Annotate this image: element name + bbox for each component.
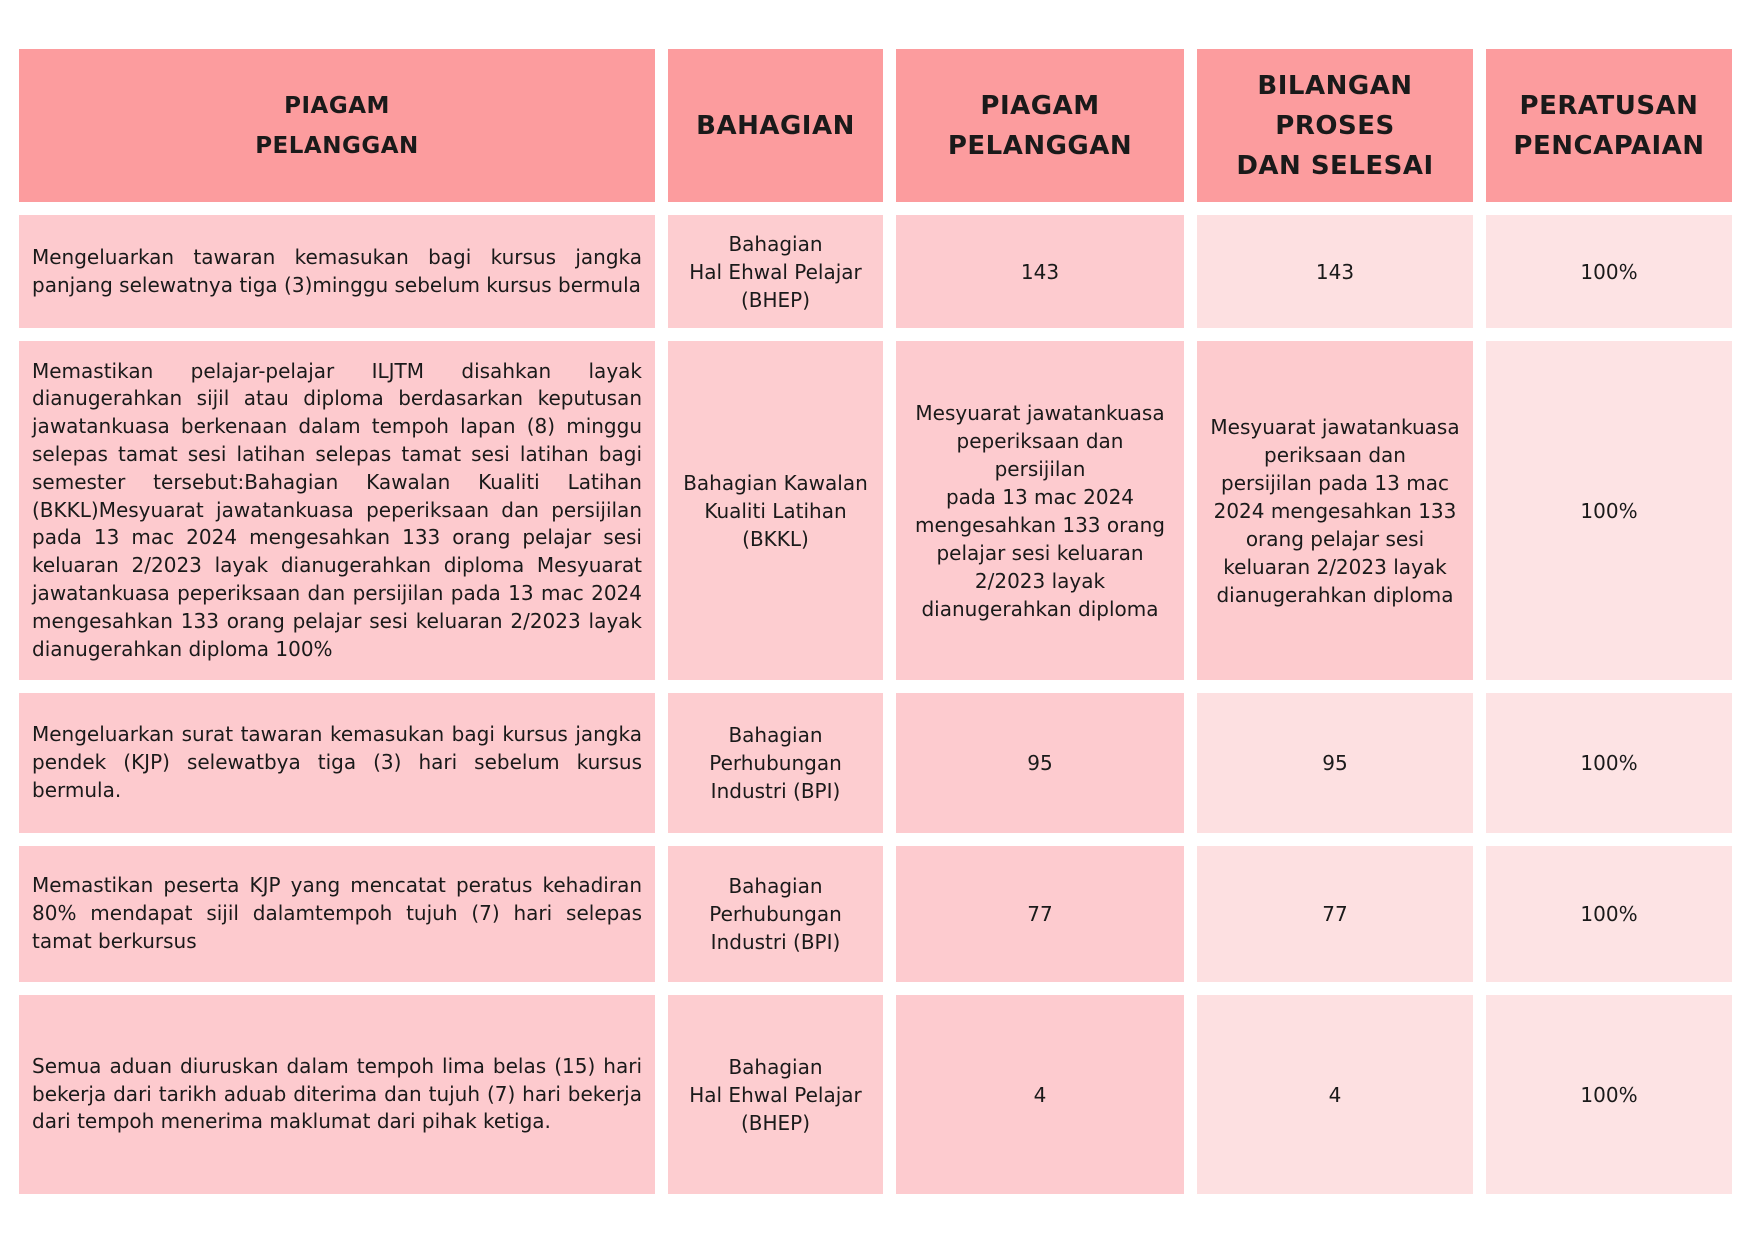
row-4-piagam-text: Memastikan peserta KJP yang mencatat peratus kehadiran 80% mendapat sijil dalamtempoh tujuh (7) hari selepas tamat berkursus <box>32 873 642 953</box>
row-1-piagam-text: Mengeluarkan tawaran kemasukan bagi kursus jangka panjang selewatnya tiga (3)minggu sebelum kursus bermula <box>32 244 642 297</box>
row-5-piagam <box>19 995 655 1194</box>
header-piagam-pelanggan-2: PIAGAM PELANGGAN <box>896 49 1184 202</box>
row-2-piagam-text: Memastikan pelajar-pelajar ILJTM disahkan layak dianugerahkan sijil atau diploma berdasarkan keputusan jawatankuasa berkenaan dalam tempoh lapan (8) minggu selepas tamat sesi latihan selepas tamat sesi latihan bagi semester tersebut:Bahagian Kawalan Kualiti Latihan (BKKL)Mesyuarat jawatankuasa peperiksaan dan persijilan pada 13 mac 2024 mengesahkan 133 orang pelajar sesi keluaran 2/2023 layak dianugerahkan diploma Mesyuarat jawatankuasa peperiksaan dan persijilan pada 13 mac 2024 mengesahkan 133 orang pelajar sesi keluaran 2/2023 layak dianugerahkan diploma 100% <box>32 358 642 661</box>
row-2-bilangan: Mesyuarat jawatankuasa periksaan dan persijilan pada 13 mac 2024 mengesahkan 133 orang pelajar sesi keluaran 2/2023 layak dianugerahkan diploma <box>1197 341 1473 680</box>
row-4-piagam <box>19 846 655 982</box>
row-5-peratusan: 100% <box>1486 995 1732 1194</box>
header-bahagian: BAHAGIAN <box>668 49 883 202</box>
row-3-bilangan: 95 <box>1197 693 1473 833</box>
row-5-bilangan: 4 <box>1197 995 1473 1194</box>
row-4-bilangan: 77 <box>1197 846 1473 982</box>
row-1-piagam <box>19 215 655 328</box>
row-3-bahagian: Bahagian Perhubungan Industri (BPI) <box>668 693 883 833</box>
piagam-table <box>19 49 1732 1194</box>
row-2-bahagian: Bahagian Kawalan Kualiti Latihan (BKKL) <box>668 341 883 680</box>
row-4-bahagian: Bahagian Perhubungan Industri (BPI) <box>668 846 883 982</box>
row-4-peratusan: 100% <box>1486 846 1732 982</box>
row-3-piagam-value: 95 <box>896 693 1184 833</box>
row-2-peratusan: 100% <box>1486 341 1732 680</box>
header-peratusan-pencapaian: PERATUSAN PENCAPAIAN <box>1486 49 1732 202</box>
row-5-piagam-text: Semua aduan diuruskan dalam tempoh lima belas (15) hari bekerja dari tarikh aduab diterima dan tujuh (7) hari bekerja dari tempoh menerima maklumat dari pihak ketiga. <box>32 1053 642 1134</box>
header-bilangan-proses: BILANGAN PROSES DAN SELESAI <box>1197 49 1473 202</box>
row-4-piagam-value: 77 <box>896 846 1184 982</box>
header-piagam-pelanggan: PIAGAM PELANGGAN <box>19 49 655 202</box>
row-3-piagam <box>19 693 655 833</box>
row-2-piagam-value: Mesyuarat jawatankuasa peperiksaan dan persijilan pada 13 mac 2024 mengesahkan 133 orang pelajar sesi keluaran 2/2023 layak dianugerahkan diploma <box>896 341 1184 680</box>
row-2-piagam <box>19 341 655 680</box>
row-1-piagam-value: 143 <box>896 215 1184 328</box>
row-5-piagam-value: 4 <box>896 995 1184 1194</box>
row-5-bahagian: Bahagian Hal Ehwal Pelajar (BHEP) <box>668 995 883 1194</box>
row-1-peratusan: 100% <box>1486 215 1732 328</box>
row-1-bahagian: Bahagian Hal Ehwal Pelajar (BHEP) <box>668 215 883 328</box>
row-3-peratusan: 100% <box>1486 693 1732 833</box>
row-1-bilangan: 143 <box>1197 215 1473 328</box>
row-3-piagam-text: Mengeluarkan surat tawaran kemasukan bagi kursus jangka pendek (KJP) selewatbya tiga (3) hari sebelum kursus bermula. <box>32 722 642 802</box>
